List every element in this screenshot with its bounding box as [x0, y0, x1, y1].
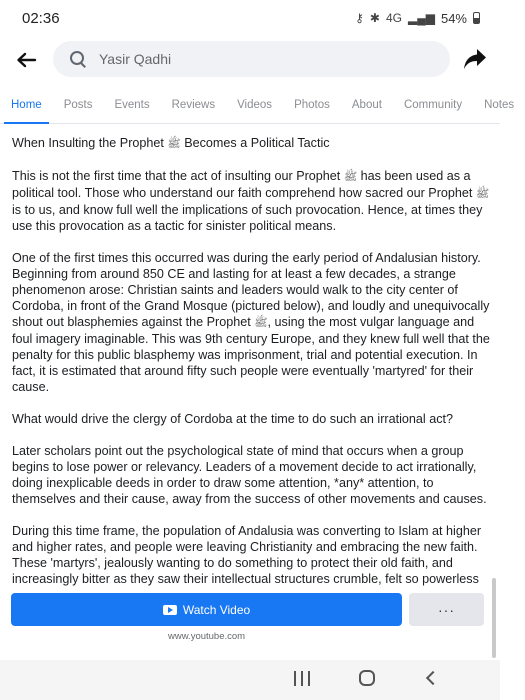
tab-events[interactable]: Events	[114, 98, 150, 111]
bluetooth-icon: ✱	[369, 11, 380, 25]
link-url[interactable]: www.youtube.com	[168, 631, 246, 642]
search-icon	[69, 50, 87, 68]
link-preview-actions	[0, 589, 500, 651]
home-button[interactable]	[359, 670, 375, 686]
tab-about[interactable]: About	[351, 98, 382, 111]
battery-percent: 54%	[440, 10, 467, 26]
more-options-button[interactable]: ···	[409, 593, 484, 626]
tab-videos[interactable]: Videos	[237, 98, 273, 111]
back-button[interactable]	[0, 38, 52, 82]
tab-posts[interactable]: Posts	[63, 98, 93, 111]
tab-notes[interactable]: Notes	[484, 98, 515, 111]
youtube-icon	[163, 605, 177, 615]
post-title: When Insulting the Prophet ﷺ Becomes a Political Tactic	[12, 136, 330, 150]
post-paragraph: This is not the first time that the act of insulting our Prophet ﷺ has been used as a political tool. Those who understand our faith comprehend how sacred our Prophet ﷺ is to us, and know full well the implications of such provocation. Hence, at times they use this provocation as a tactic for sinister political means.	[12, 169, 490, 233]
post-paragraph: During this time frame, the population of Andalusia was converting to Islam at higher and higher rates, and people were leaving Christianity and embracing the new faith. These 'martyrs', jealously wanting to do something to protect their old faith, and increasingly bitter as they saw their intellectual structures crumble, felt so powerless	[12, 524, 482, 586]
post-paragraph: What would drive the clergy of Cordoba at the time to do such an irrational act?	[12, 412, 454, 426]
top-bar	[0, 38, 500, 82]
post-paragraph: One of the first times this occurred was during the early period of Andalusian history. Beginning from around 850 CE and lasting for at least a few decades, a strange phenomenon arose: Christian saints and leaders would walk to the city center of Cordoba, in front of the Grand Mosque (pictured below), and loudly and unequivocally shout out blasphemies against the Prophet ﷺ, using the most vulgar language and foul imagery imaginable. This was 9th century Europe, and they knew full well that the penalty for this public blasphemy was imprisonment, trial and potential execution. In fact, it is estimated that around fifty such people were eventually 'martyred' for their cause.	[12, 251, 490, 394]
page-tabs	[0, 86, 515, 124]
system-nav-bar	[0, 660, 500, 700]
watch-video-label: Watch Video	[182, 602, 251, 617]
key-icon: ⚷	[355, 11, 364, 25]
status-time: 02:36	[22, 9, 60, 27]
tab-photos[interactable]: Photos	[294, 98, 330, 111]
system-back-button[interactable]	[426, 671, 440, 685]
pbuh-glyph: ﷺ	[343, 171, 358, 183]
battery-icon	[473, 12, 480, 24]
recent-apps-button[interactable]	[294, 671, 310, 687]
arrow-left-icon	[16, 52, 36, 68]
status-bar	[0, 0, 500, 36]
share-button[interactable]	[462, 46, 488, 74]
watch-video-button[interactable]	[11, 593, 402, 626]
pbuh-glyph: ﷺ	[167, 138, 181, 150]
signal-icon: ▂▄▆	[408, 11, 435, 25]
scrollbar[interactable]	[492, 578, 496, 658]
search-query: Yasir Qadhi	[99, 51, 172, 67]
network-type: 4G	[385, 11, 402, 25]
post-paragraph: Later scholars point out the psychological state of mind that occurs when a group begins to lose power or relevancy. Leaders of a movement decide to act irrationally, doing inexplicable deeds in order to draw some attention, *any* attention, to themselves and their cause, away from the success of other movements and causes.	[12, 444, 487, 506]
search-input[interactable]	[53, 41, 450, 77]
pbuh-glyph: ﷺ	[475, 188, 490, 200]
status-icons	[355, 11, 480, 26]
tab-reviews[interactable]: Reviews	[171, 98, 216, 111]
post-body	[12, 124, 490, 609]
tab-community[interactable]: Community	[403, 98, 463, 111]
share-arrow-icon	[462, 46, 488, 72]
pbuh-glyph: ﷺ	[254, 317, 268, 329]
tab-home[interactable]: Home	[0, 86, 53, 124]
recent-apps-icon	[294, 671, 296, 686]
